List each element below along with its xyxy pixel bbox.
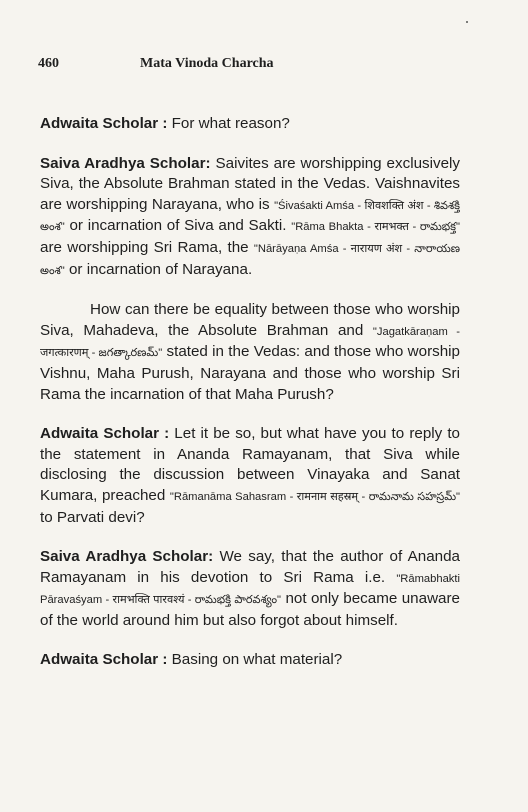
dialogue-text: to Parvati devi? [40,508,145,526]
sanskrit-term: "Jagatkāraṇam - जगत्कारणम् - జగత్కారణమ్" [40,325,460,360]
sanskrit-term: "Nārāyaṇa Amśa - नारायण अंश - నారాయణ అంశ" [40,242,460,277]
paragraph-4 [40,424,460,528]
dialogue-text: are worshipping Sri Rama, the [40,238,254,256]
sanskrit-term: "Rāma Bhakta - रामभक्त - రామభక్త" [291,221,460,234]
dialogue-text: Basing on what material? [167,651,343,669]
paragraph-1 [40,114,460,135]
paragraph-3 [40,300,460,405]
dialogue-text: or incarnation of Siva and Sakti. [64,217,292,235]
dialogue-text: We say, that the author of Ananda Ramayanam in his devotion to Sri Rama i.e. [40,548,460,586]
dialogue-text: not only became unaware of the world around him but also forgot about himself. [40,590,460,629]
speaker-label: Adwaita Scholar : [40,115,168,132]
paragraph-6 [40,650,460,671]
speaker-label: Adwaita Scholar : [40,651,168,669]
paragraph-2 [40,154,460,282]
dialogue-text: Let it be so, but what have you to reply to the statement in Ananda Ramayanam, that Siva while disclosing the discussion between Vinayaka and Sanat Kumara, preached [40,425,461,504]
page-number: 460 [38,56,59,71]
sanskrit-term: "Rāmanāma Sahasram - रामनाम सहस्रम् - రామనామ సహస్రమ్" [169,490,461,503]
dialogue-body [40,114,460,690]
dialogue-text: or incarnation of Narayana. [64,260,253,278]
dialogue-text: For what reason? [167,115,290,132]
sanskrit-term: "Śivaśakti Amśa - शिवशक्ति अंश - శివశక్తి అంశ" [40,199,460,234]
dialogue-text: Saivites are worshipping exclusively Siva, the Absolute Brahman stated in the Vedas. Vaishnavites are worshipping Narayana, who is [40,154,460,213]
paragraph-5 [40,547,460,631]
speaker-label: Saiva Aradhya Scholar: [40,548,214,566]
speaker-label: Saiva Aradhya Scholar: [40,154,211,172]
dialogue-text: How can there be equality between those who worship Siva, Mahadeva, the Absolute Brahman and [40,301,460,339]
dialogue-text: stated in the Vedas: and those who worship Vishnu, Maha Purush, Narayana and those who worship Sri Rama the incarnation of that Maha Purush? [40,343,460,403]
running-title: Mata Vinoda Charcha [140,56,274,71]
margin-mark [466,21,468,23]
speaker-label: Adwaita Scholar : [40,425,170,443]
sanskrit-term: "Rāmabhakti Pāravaśyam - रामभक्ति पारवश्यं - రామభక్తి పారవశ్యం" [40,572,460,607]
